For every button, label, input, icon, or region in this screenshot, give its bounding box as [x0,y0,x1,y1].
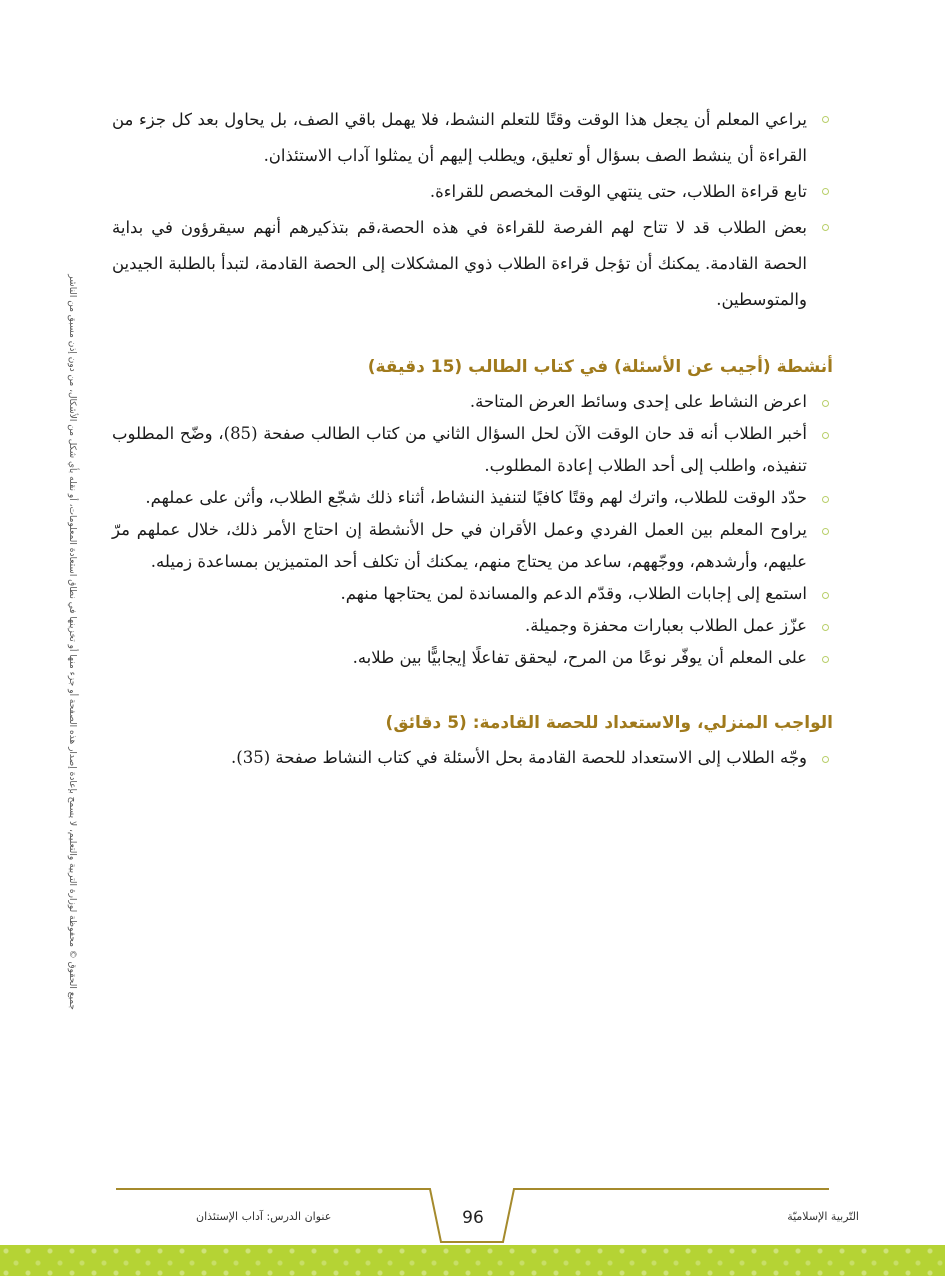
circle-bullet-icon [822,224,829,231]
activities-section [112,386,833,674]
circle-bullet-icon [822,400,829,407]
list-item-text: يراعي المعلم أن يجعل هذا الوقت وقتًا للتعلم النشط، فلا يهمل باقي الصف، بل يحاول بعد كل جزء من القراءة أن ينشط الصف بسؤال أو تعليق، ويطلب إليهم أن يمثلوا آداب الاستئذان. [112,110,807,165]
list-item [112,610,833,642]
list-item [112,174,833,210]
circle-bullet-icon [822,624,829,631]
list-item [112,102,833,174]
activities-heading: أنشطة (أجيب عن الأسئلة) في كتاب الطالب (15 دقيقة) [367,357,833,377]
circle-bullet-icon [822,116,829,123]
list-item [112,642,833,674]
list-item-text: حدّد الوقت للطلاب، واترك لهم وقتًا كافيًا لتنفيذ النشاط، أثناء ذلك شجّع الطلاب، وأثن على عملهم. [145,488,807,507]
list-item-text: على المعلم أن يوفّر نوعًا من المرح، ليحقق تفاعلًا إيجابيًّا بين طلابه. [352,648,807,667]
list-item [112,578,833,610]
footer-subject: التّربية الإسلاميّة [787,1210,859,1223]
lesson-content [112,102,833,774]
homework-heading: الواجب المنزلي، والاستعداد للحصة القادمة: (5 دقائق) [385,713,833,733]
circle-bullet-icon [822,656,829,663]
list-item-text: عزّز عمل الطلاب بعبارات محفزة وجميلة. [524,616,807,635]
list-item-text: يراوح المعلم بين العمل الفردي وعمل الأقران في حل الأنشطة إن احتاج الأمر ذلك، خلال عملهم مرّ عليهم، وأرشدهم، ووجّههم، ساعد من يحتاج منهم، يمكنك أن تكلف أحد المتميزين بمساعدة زميله. [112,520,807,571]
list-item [112,482,833,514]
list-item [112,514,833,578]
circle-bullet-icon [822,756,829,763]
intro-section [112,102,833,318]
page-number: 96 [462,1208,484,1228]
copyright-side-note: جميع الحقوق © محفوظة لوزارة التربية والتعليم، لا يسمح بإعادة إصدار هذه الصفحة أو جزء منها أو تخزينها في نطاق استعادة المعلومات، أو نقله بأي شكل من الأشكال، من دون إذن مسبق من الناشر [67,274,77,1010]
footer-lesson-title: عنوان الدرس: آداب الإستئذان [196,1210,332,1223]
homework-section [112,742,833,774]
list-item-text: استمع إلى إجابات الطلاب، وقدّم الدعم والمساندة لمن يحتاجها منهم. [340,584,807,603]
circle-bullet-icon [822,528,829,535]
list-item-text: بعض الطلاب قد لا تتاح لهم الفرصة للقراءة في هذه الحصة،قم بتذكيرهم أنهم سيقرؤون في بداية الحصة القادمة. يمكنك أن تؤجل قراءة الطلاب ذوي المشكلات إلى الحصة القادمة، لتبدأ بالطلبة الجيدين والمتوسطين. [112,218,807,309]
circle-bullet-icon [822,592,829,599]
circle-bullet-icon [822,496,829,503]
list-item-text: اعرض النشاط على إحدى وسائط العرض المتاحة. [469,392,807,411]
list-item-text: أخبر الطلاب أنه قد حان الوقت الآن لحل السؤال الثاني من كتاب الطالب صفحة (85)، وضّح المطلوب تنفيذه، واطلب إلى أحد الطلاب إعادة المطلوب. [112,424,807,475]
list-item-text: تابع قراءة الطلاب، حتى ينتهي الوقت المخصص للقراءة. [429,182,807,201]
list-item [112,210,833,318]
list-item [112,418,833,482]
list-item-text: وجّه الطلاب إلى الاستعداد للحصة القادمة بحل الأسئلة في كتاب النشاط صفحة (35). [231,748,807,767]
decorative-bottom-band [0,1245,945,1276]
list-item [112,386,833,418]
list-item [112,742,833,774]
circle-bullet-icon [822,432,829,439]
circle-bullet-icon [822,188,829,195]
